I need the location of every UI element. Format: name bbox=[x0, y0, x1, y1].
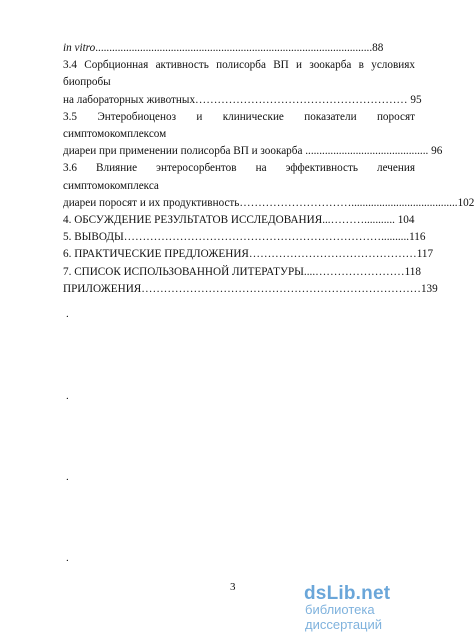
toc-entry-4: 4. ОБСУЖДЕНИЕ РЕЗУЛЬТАТОВ ИССЛЕДОВАНИЯ...………........... 104 bbox=[63, 214, 415, 227]
margin-dot: . bbox=[66, 552, 69, 564]
toc-entry-3-6-cont: диареи поросят и их продуктивность…………………………......................................102 bbox=[63, 196, 474, 209]
toc-entry-3-5-cont: диареи при применении полисорба ВП и зоокарба ............................................ 96 bbox=[63, 145, 443, 158]
watermark-logo: dsLib.net bbox=[304, 583, 391, 604]
toc-entry-3-5-title: 3.5 Энтеробиоценоз и клинические показатели поросят симптомокомплексом bbox=[63, 110, 415, 141]
toc-entry-appendix: ПРИЛОЖЕНИЯ…………………………………………………………………139 bbox=[63, 282, 438, 295]
toc-entry-5: 5. ВЫВОДЫ……………………………………………………………..........116 bbox=[63, 231, 426, 244]
margin-dot: . bbox=[66, 308, 69, 320]
margin-dot: . bbox=[66, 390, 69, 402]
table-of-contents bbox=[63, 40, 474, 298]
watermark-subtitle: библиотека диссертаций bbox=[305, 602, 383, 632]
toc-entry-3-6-title: 3.6 Влияние энтеросорбентов на эффективность лечения симптомокомплекса bbox=[63, 162, 415, 192]
page-number: 3 bbox=[230, 581, 236, 593]
margin-dot: . bbox=[66, 471, 69, 483]
toc-entry-3-4-title: 3.4 Сорбционная активность полисорба ВП и зоокарба в условиях биопробы bbox=[63, 59, 415, 89]
toc-entry-in-vitro: in vitro...................................................................................................88 bbox=[63, 42, 384, 54]
toc-entry-6: 6. ПРАКТИЧЕСКИЕ ПРЕДЛОЖЕНИЯ………………………………………117 bbox=[63, 248, 434, 261]
toc-entry-7: 7. СПИСОК ИСПОЛЬЗОВАННОЙ ЛИТЕРАТУРЫ....……………………118 bbox=[63, 265, 421, 278]
toc-entry-3-4-cont: на лабораторных животных………………………………………………… 95 bbox=[63, 93, 422, 106]
